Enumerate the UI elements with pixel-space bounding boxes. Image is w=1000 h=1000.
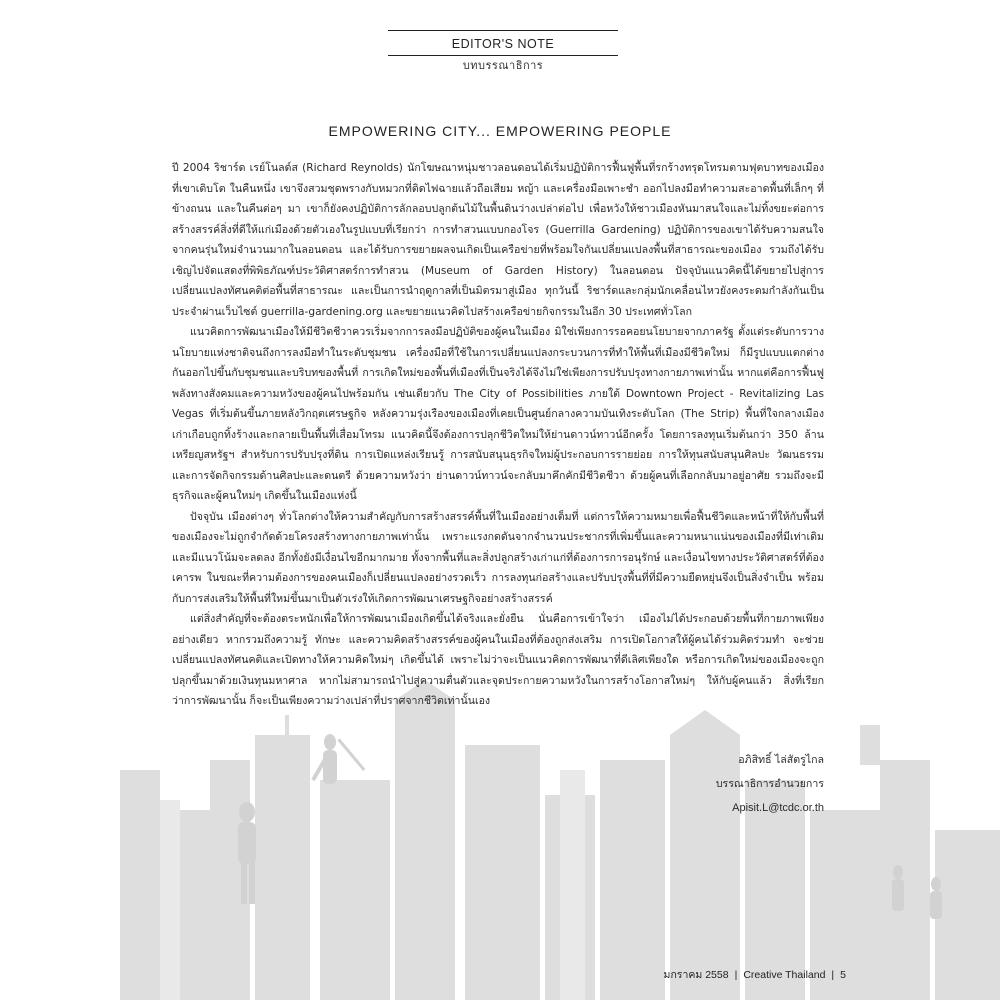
body-paragraph: ปี 2004 ริชาร์ด เรย์โนลด์ส (Richard Reynolds) นักโฆษณาหนุ่มชาวลอนดอนได้เริ่มปฏิบัติการฟื้นฟูพื้นที่รกร้างทรุดโทรมตามฟุตบาทของเมืองที่เขาเติบโต ในคืนหนึ่ง เขาจึงสวมชุดพรางกับหมวกที่ติดไฟฉายแล้วถือเสียม หญ้า และเครื่องมือเพาะชำ ออกไปลงมือทำความสะอาดพื้นที่เล็กๆ ที่ข้างถนน และในคืนต่อๆ มา เขาก็ยังคงปฏิบัติการลักลอบปลูกต้นไม้ในพื้นดินว่างเปล่าต่อไป เพื่อหวังให้ชาวเมืองหันมาสนใจและไม่ทิ้งขยะต่อการสร้างสรรค์สิ่งที่ดีให้แก่เมืองด้วยตัวเองในรูปแบบที่เรียกว่า การทำสวนแบบกองโจร (Guerrilla Gardening) ปฏิบัติการของเขาได้รับความสนใจจากคนรุ่นใหม่จำนวนมากในลอนดอน และได้รับการขยายผลจนเกิดเป็นเครือข่ายที่พร้อมใจกันเปลี่ยนแปลงพื้นที่สาธารณะของเมือง รวมถึงได้รับเชิญไปจัดแสดงที่พิพิธภัณฑ์ประวัติศาสตร์การทำสวน (Museum of Garden History) ในลอนดอน ปัจจุบันแนวคิดนี้ได้ขยายไปสู่การเปลี่ยนแปลงทัศนคติต่อพื้นที่สาธารณะ และเป็นการนำฤดูกาลที่เป็นมิตรมาสู่เมือง ทุกวันนี้ ริชาร์ดและกลุ่มนักเคลื่อนไหวยังคงระดมกำลังกันเป็นประจำผ่านเว็บไซต์ guerrilla-gardening.org และขยายแนวคิดไปสร้างเครือข่ายกิจกรรมในอีก 30 ประเทศทั่วโลก <box>172 162 824 318</box>
footer-issue: มกราคม 2558 <box>663 969 729 981</box>
page-number: 5 <box>840 969 846 981</box>
page-footer <box>664 966 846 983</box>
editor-role: บรรณาธิการอำนวยการ <box>715 778 824 790</box>
body-paragraph: ปัจจุบัน เมืองต่างๆ ทั่วโลกต่างให้ความสำคัญกับการสร้างสรรค์พื้นที่ในเมืองอย่างเต็มที่ แต่การให้ความหมายเพื่อฟื้นชีวิตและหน้าที่ให้กับพื้นที่ของเมืองจะไม่ถูกจำกัดด้วยโครงสร้างทางกายภาพเท่านั้น เพราะแรงกดดันจากจำนวนประชากรที่เพิ่มขึ้นและความหนาแน่นของเมืองที่มีเท่าเดิมและมีแนวโน้มจะลดลง อีกทั้งยังมีเงื่อนไขอีกมากมาย ทั้งจากพื้นที่และสิ่งปลูกสร้างเก่าแก่ที่ต้องการการอนุรักษ์ และเงื่อนไขทางประวัติศาสตร์ที่ต้องเคารพ ในขณะที่ความต้องการของคนเมืองก็เปลี่ยนแปลงอย่างรวดเร็ว การลงทุนก่อสร้างและปรับปรุงพื้นที่ที่มีความยืดหยุ่นจึงเป็นสิ่งจำเป็น พร้อมกับการส่งเสริมให้พื้นที่ใหม่ขึ้นมาเป็นตัวเร่งให้เกิดการพัฒนาเศรษฐกิจอย่างสร้างสรรค์ <box>172 510 824 605</box>
editor-email[interactable]: Apisit.L@tcdc.or.th <box>732 802 824 814</box>
article-body <box>172 158 824 712</box>
body-paragraph: แต่สิ่งสำคัญที่จะต้องตระหนักเพื่อให้การพัฒนาเมืองเกิดขึ้นได้จริงและยั่งยืน นั่นคือการเข้าใจว่า เมืองไม่ได้ประกอบด้วยพื้นที่กายภาพเพียงอย่างเดียว หากรวมถึงความรู้ ทักษะ และความคิดสร้างสรรค์ของผู้คนในเมืองที่ต้องถูกส่งเสริม การเปิดโอกาสให้ผู้คนได้ร่วมคิดร่วมทำ จะช่วยเปลี่ยนแปลงทัศนคติและเปิดทางให้ความคิดใหม่ๆ เกิดขึ้นได้ เพราะไม่ว่าจะเป็นแนวคิดการพัฒนาที่ดีเลิศเพียงใด หรือการเกิดใหม่ของเมืองจะถูกปลุกขึ้นมาด้วยเงินทุนมหาศาล หากไม่สามารถนำไปสู่ความตื่นตัวและจุดประกายความหวังในการสร้างโอกาสใหม่ๆ ให้กับผู้คนแล้ว สิ่งที่เรียกว่าการพัฒนานั้น ก็จะเป็นเพียงความว่างเปล่าที่ปราศจากชีวิตเท่านั้นเอง <box>172 613 824 707</box>
section-header <box>388 30 618 78</box>
footer-separator: | <box>734 969 738 981</box>
footer-separator: | <box>831 969 835 981</box>
editor-name: อภิสิทธิ์ ไล่สัตรูไกล <box>738 754 824 766</box>
editor-signature <box>716 748 824 820</box>
footer-magazine: Creative Thailand <box>743 969 826 981</box>
article-title: EMPOWERING CITY... EMPOWERING PEOPLE <box>328 123 672 139</box>
section-label-en: EDITOR'S NOTE <box>451 37 555 51</box>
section-label-th: บทบรรณาธิการ <box>462 59 544 72</box>
body-paragraph: แนวคิดการพัฒนาเมืองให้มีชีวิตชีวาควรเริ่มจากการลงมือปฏิบัติของผู้คนในเมือง มิใช่เพียงการรอคอยนโยบายจากภาครัฐ ตั้งแต่ระดับการวางนโยบายแห่งชาติจนถึงการลงมือทำในระดับชุมชน เครื่องมือที่ใช้ในการเปลี่ยนแปลงกระบวนการที่ทำให้พื้นที่เมืองมีชีวิตใหม่ ก็มีรูปแบบแตกต่างกันออกไปขึ้นกับชุมชนและบริบทของพื้นที่ การเกิดใหม่ของพื้นที่เมืองที่เป็นจริงได้จึงไม่ใช่เพียงการปรับปรุงทางกายภาพเท่านั้น หากแต่คือการฟื้นฟูพลังทางสังคมและความหวังของผู้คนไปพร้อมกัน เช่นเดียวกับ The City of Possibilities ภายใต้ Downtown Project - Revitalizing Las Vegas ที่เริ่มต้นขึ้นภายหลังวิกฤตเศรษฐกิจ หลังความรุ่งเรืองของเมืองที่เคยเป็นศูนย์กลางความบันเทิงระดับโลก (The Strip) พื้นที่ใจกลางเมืองเก่าเกือบถูกทิ้งร้างและกลายเป็นพื้นที่เสื่อมโทรม แนวคิดนี้จึงต้องการปลุกชีวิตใหม่ให้ย่านดาวน์ทาวน์อีกครั้ง โดยการลงทุนเริ่มต้นกว่า 350 ล้านเหรียญสหรัฐฯ สำหรับการปรับปรุงที่ดิน การเปิดแหล่งเรียนรู้ การสนับสนุนธุรกิจใหม่ผู้ประกอบการรายย่อย การให้ทุนสนับสนุนศิลปะ วัฒนธรรม และการจัดกิจกรรมด้านศิลปะและดนตรี ด้วยความหวังว่า ย่านดาวน์ทาวน์จะกลับมาคึกคักมีชีวิตชีวา ด้วยผู้คนที่เลือกกลับมาอยู่อาศัย รวมถึงจะมีธุรกิจและผู้คนใหม่ๆ เกิดขึ้นในเมืองแห่งนี้ <box>172 326 824 502</box>
header-rule-top <box>388 30 618 31</box>
